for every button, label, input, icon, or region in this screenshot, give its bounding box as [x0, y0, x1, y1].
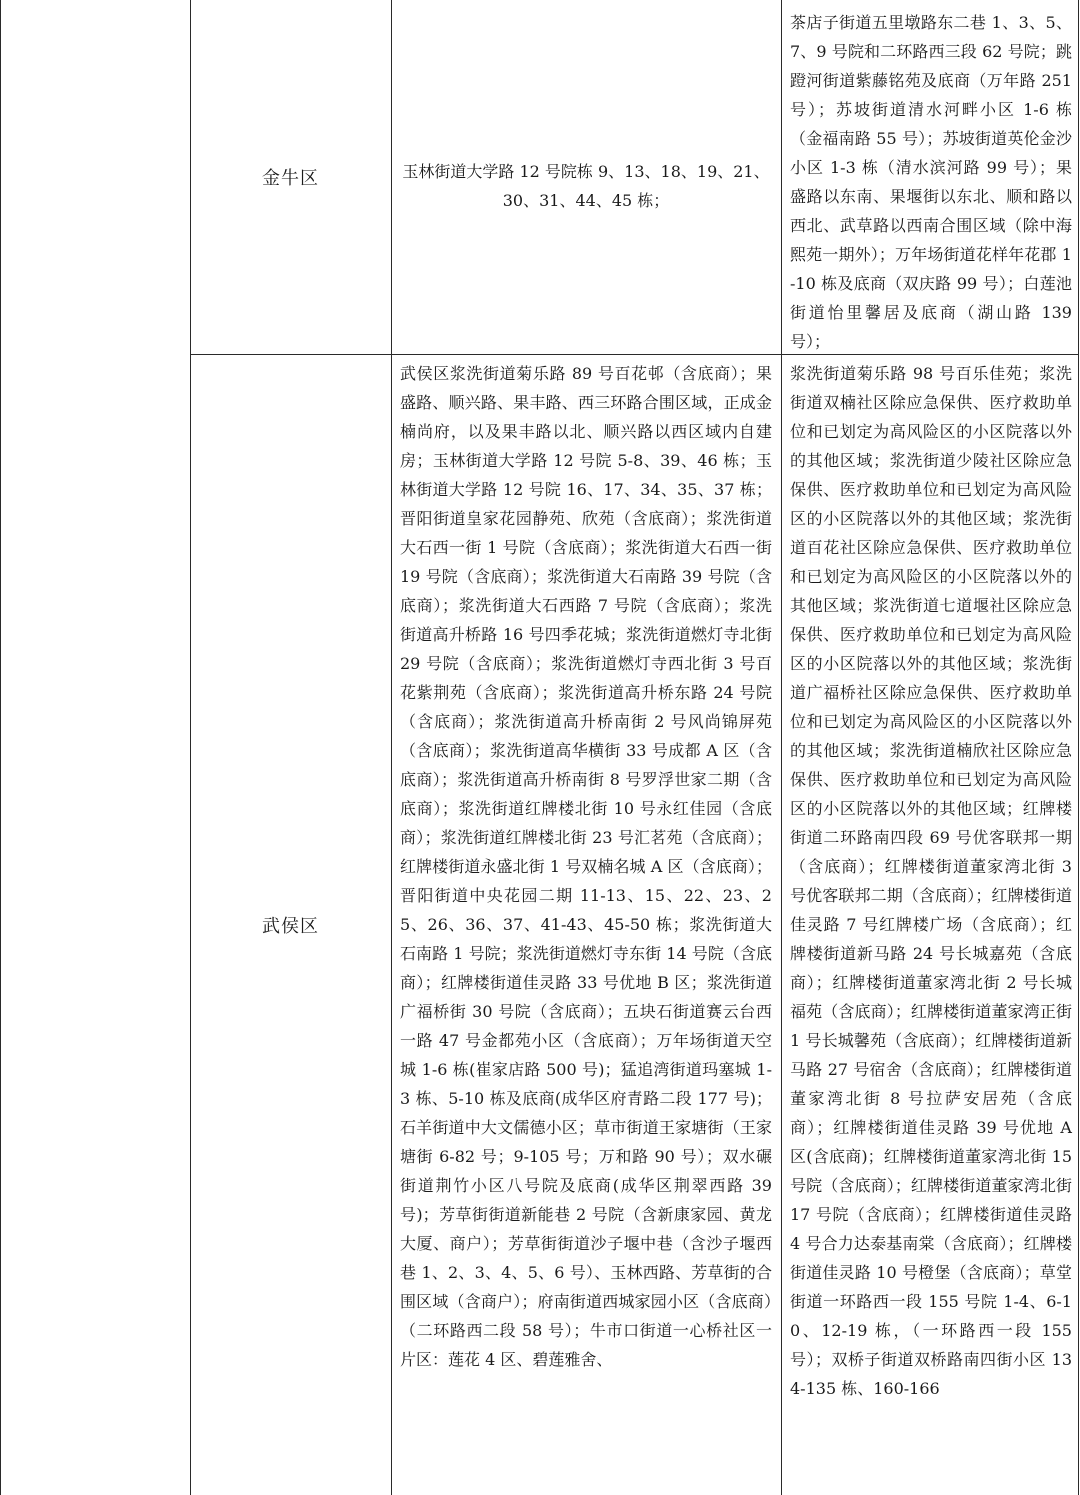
district-cell-wuhou: 武侯区 [262, 916, 319, 937]
table-border-col1 [190, 0, 191, 1495]
table-border-col3 [781, 0, 782, 1495]
row-wuhou-col3: 浆洗街道菊乐路 98 号百乐佳苑；浆洗街道双楠社区除应急保供、医疗救助单位和已划定为高风险区的小区院落以外的其他区域；浆洗街道少陵社区除应急保供、医疗救助单位和已划定为高风险区的小区院落以外的其他区域；浆洗街道百花社区除应急保供、医疗救助单位和已划定为高风险区的小区院落以外的其他区域；浆洗街道七道堰社区除应急保供、医疗救助单位和已划定为高风险区的小区院落以外的其他区域；浆洗街道广福桥社区除应急保供、医疗救助单位和已划定为高风险区的小区院落以外的其他区域；浆洗街道楠欣社区除应急保供、医疗救助单位和已划定为高风险区的小区院落以外的其他区域；红牌楼街道二环路南四段 69 号优客联邦一期（含底商）；红牌楼街道董家湾北街 3 号优客联邦二期（含底商）；红牌楼街道佳灵路 7 号红牌楼广场（含底商）；红牌楼街道新马路 24 号长城嘉苑（含底商）；红牌楼街道董家湾北街 2 号长城福苑（含底商）；红牌楼街道董家湾正街 1 号长城馨苑（含底商）；红牌楼街道新马路 27 号宿舍（含底商）；红牌楼街道董家湾北街 8 号拉萨安居苑（含底商）；红牌楼街道佳灵路 39 号优地 A 区(含底商)；红牌楼街道董家湾北街 15 号院（含底商）；红牌楼街道董家湾北街 17 号院（含底商）；红牌楼街道佳灵路 4 号合力达泰基南棠（含底商）；红牌楼街道佳灵路 10 号橙堡（含底商）；草堂街道一环路西一段 155 号院 1-4、6-10、12-19 栋，（一环路西一段 155 号）；双桥子街道双桥路南四街小区 134-135 栋、160-166 [790, 364, 1072, 1398]
table-border-left [0, 0, 1, 1495]
row-jinniu-col2: 玉林街道大学路 12 号院栋 9、13、18、19、21、30、31、44、45 栋； [402, 162, 770, 210]
table-border-right [1078, 0, 1079, 1495]
row-wuhou-col2: 武侯区浆洗街道菊乐路 89 号百花邨（含底商）；果盛路、顺兴路、果丰路、西三环路合围区域，正成金楠尚府，以及果丰路以北、顺兴路以西区域内自建房；玉林街道大学路 12 号院 5-8、39、46 栋；玉林街道大学路 12 号院 16、17、34、35、37 栋；晋阳街道皇家花园静苑、欣苑（含底商）；浆洗街道大石西一街 1 号院（含底商）；浆洗街道大石西一街 19 号院（含底商）；浆洗街道大石南路 39 号院（含底商）；浆洗街道大石西路 7 号院（含底商）；浆洗街道高升桥路 16 号四季花城；浆洗街道燃灯寺北街 29 号院（含底商）；浆洗街道燃灯寺西北街 3 号百花紫荆苑（含底商）；浆洗街道高升桥东路 24 号院（含底商）；浆洗街道高升桥南街 2 号风尚锦屏苑（含底商）；浆洗街道高华横街 33 号成都 A 区（含底商）；浆洗街道高升桥南街 8 号罗浮世家二期（含底商）；浆洗街道红牌楼北街 10 号永红佳园（含底商）；浆洗街道红牌楼北街 23 号汇茗苑（含底商）；红牌楼街道永盛北街 1 号双楠名城 A 区（含底商）；晋阳街道中央花园二期 11-13、15、22、23、25、26、36、37、41-43、45-50 栋；浆洗街道大石南路 1 号院；浆洗街道燃灯寺东街 14 号院（含底商）；红牌楼街道佳灵路 33 号优地 B 区；浆洗街道广福桥街 30 号院（含底商）；五块石街道赛云台西一路 47 号金都苑小区（含底商）；万年场街道天空城 1-6 栋(崔家店路 500 号)；猛追湾街道玛塞城 1-3 栋、5-10 栋及底商(成华区府青路二段 177 号)；石羊街道中大文儒德小区；草市街道王家塘街（王家塘街 6-82 号；9-105 号；万和路 90 号）；双水碾街道荆竹小区八号院及底商(成华区荆翠西路 39 号)；芳草街街道新能巷 2 号院（含新康家园、黄龙大厦、商户）；芳草街街道沙子堰中巷（含沙子堰西巷 1、2、3、4、5、6 号）、玉林西路、芳草街的合围区域（含商户）；府南街道西城家园小区（含底商）（二环路西二段 58 号）；牛市口街道一心桥社区一片区：莲花 4 区、碧莲雅舍、 [400, 364, 772, 1369]
row-jinniu-col3: 茶店子街道五里墩路东二巷 1、3、5、7、9 号院和二环路西三段 62 号院；跳蹬河街道紫藤铭苑及底商（万年路 251 号）；苏坡街道清水河畔小区 1-6 栋（金福南路 55 号）；苏坡街道英伦金沙小区 1-3 栋（清水滨河路 99 号）；果盛路以东南、果堰街以东北、顺和路以西北、武草路以西南合围区域（除中海熙苑一期外）；万年场街道花样年花郡 1-10 栋及底商（双庆路 99 号）；白莲池街道怡里馨居及底商（湖山路 139 号）； [790, 13, 1072, 351]
table-border-col2 [391, 0, 392, 1495]
district-cell-jinniu: 金牛区 [262, 168, 319, 189]
